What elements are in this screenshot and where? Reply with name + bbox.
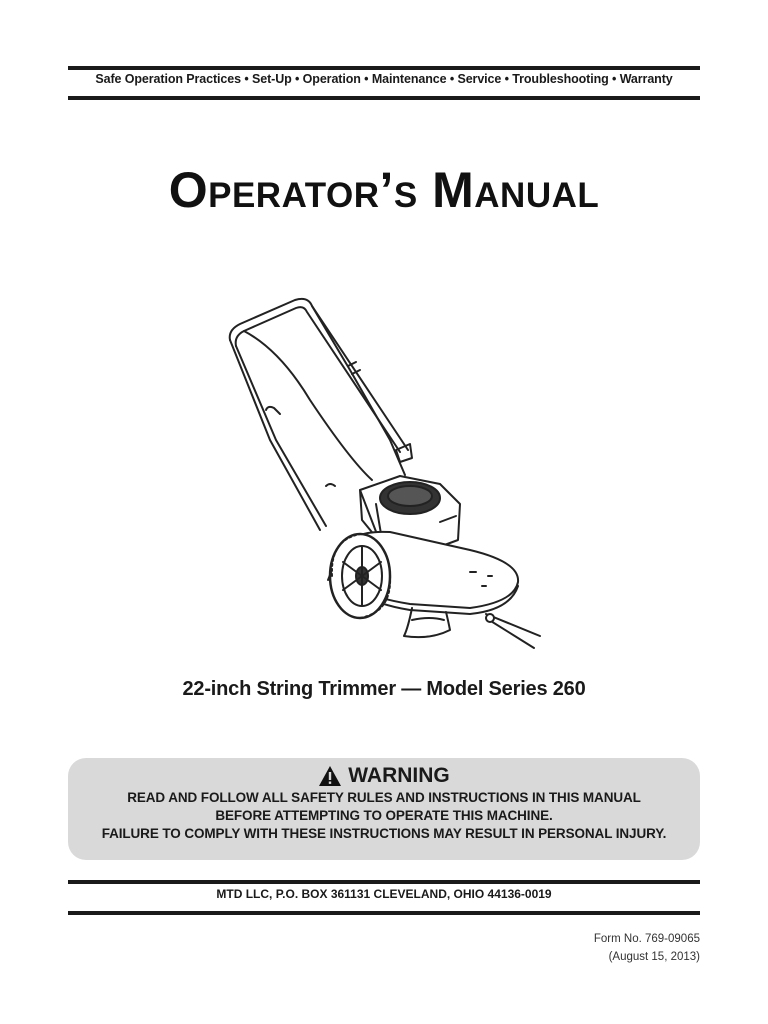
warning-triangle-icon xyxy=(318,765,342,787)
manual-title: Operator’s Manual xyxy=(168,162,600,218)
form-number: Form No. 769-09065 xyxy=(593,933,700,945)
product-subtitle: 22-inch String Trimmer — Model Series 260 xyxy=(182,678,586,700)
form-date: (August 15, 2013) xyxy=(608,951,700,963)
section-list: Safe Operation Practices • Set-Up • Operation • Maintenance • Service • Troubleshooting • Warranty xyxy=(95,72,673,86)
bottom-rule-lower xyxy=(68,911,700,915)
bottom-rule-upper xyxy=(68,880,700,884)
top-rule-lower xyxy=(68,96,700,100)
warning-line-1: READ AND FOLLOW ALL SAFETY RULES AND INSTRUCTIONS IN THIS MANUAL xyxy=(127,790,641,805)
warning-heading: WARNING xyxy=(348,764,450,787)
company-address: MTD LLC, P.O. BOX 361131 CLEVELAND, OHIO 44136-0019 xyxy=(216,887,552,901)
warning-line-3: FAILURE TO COMPLY WITH THESE INSTRUCTIONS MAY RESULT IN PERSONAL INJURY. xyxy=(101,826,667,841)
form-info xyxy=(594,930,700,966)
string-trimmer-illustration xyxy=(200,290,560,650)
warning-box xyxy=(68,758,700,860)
top-rule-upper xyxy=(68,66,700,70)
warning-heading-row xyxy=(68,763,700,789)
warning-line-2: BEFORE ATTEMPTING TO OPERATE THIS MACHINE. xyxy=(215,808,553,823)
